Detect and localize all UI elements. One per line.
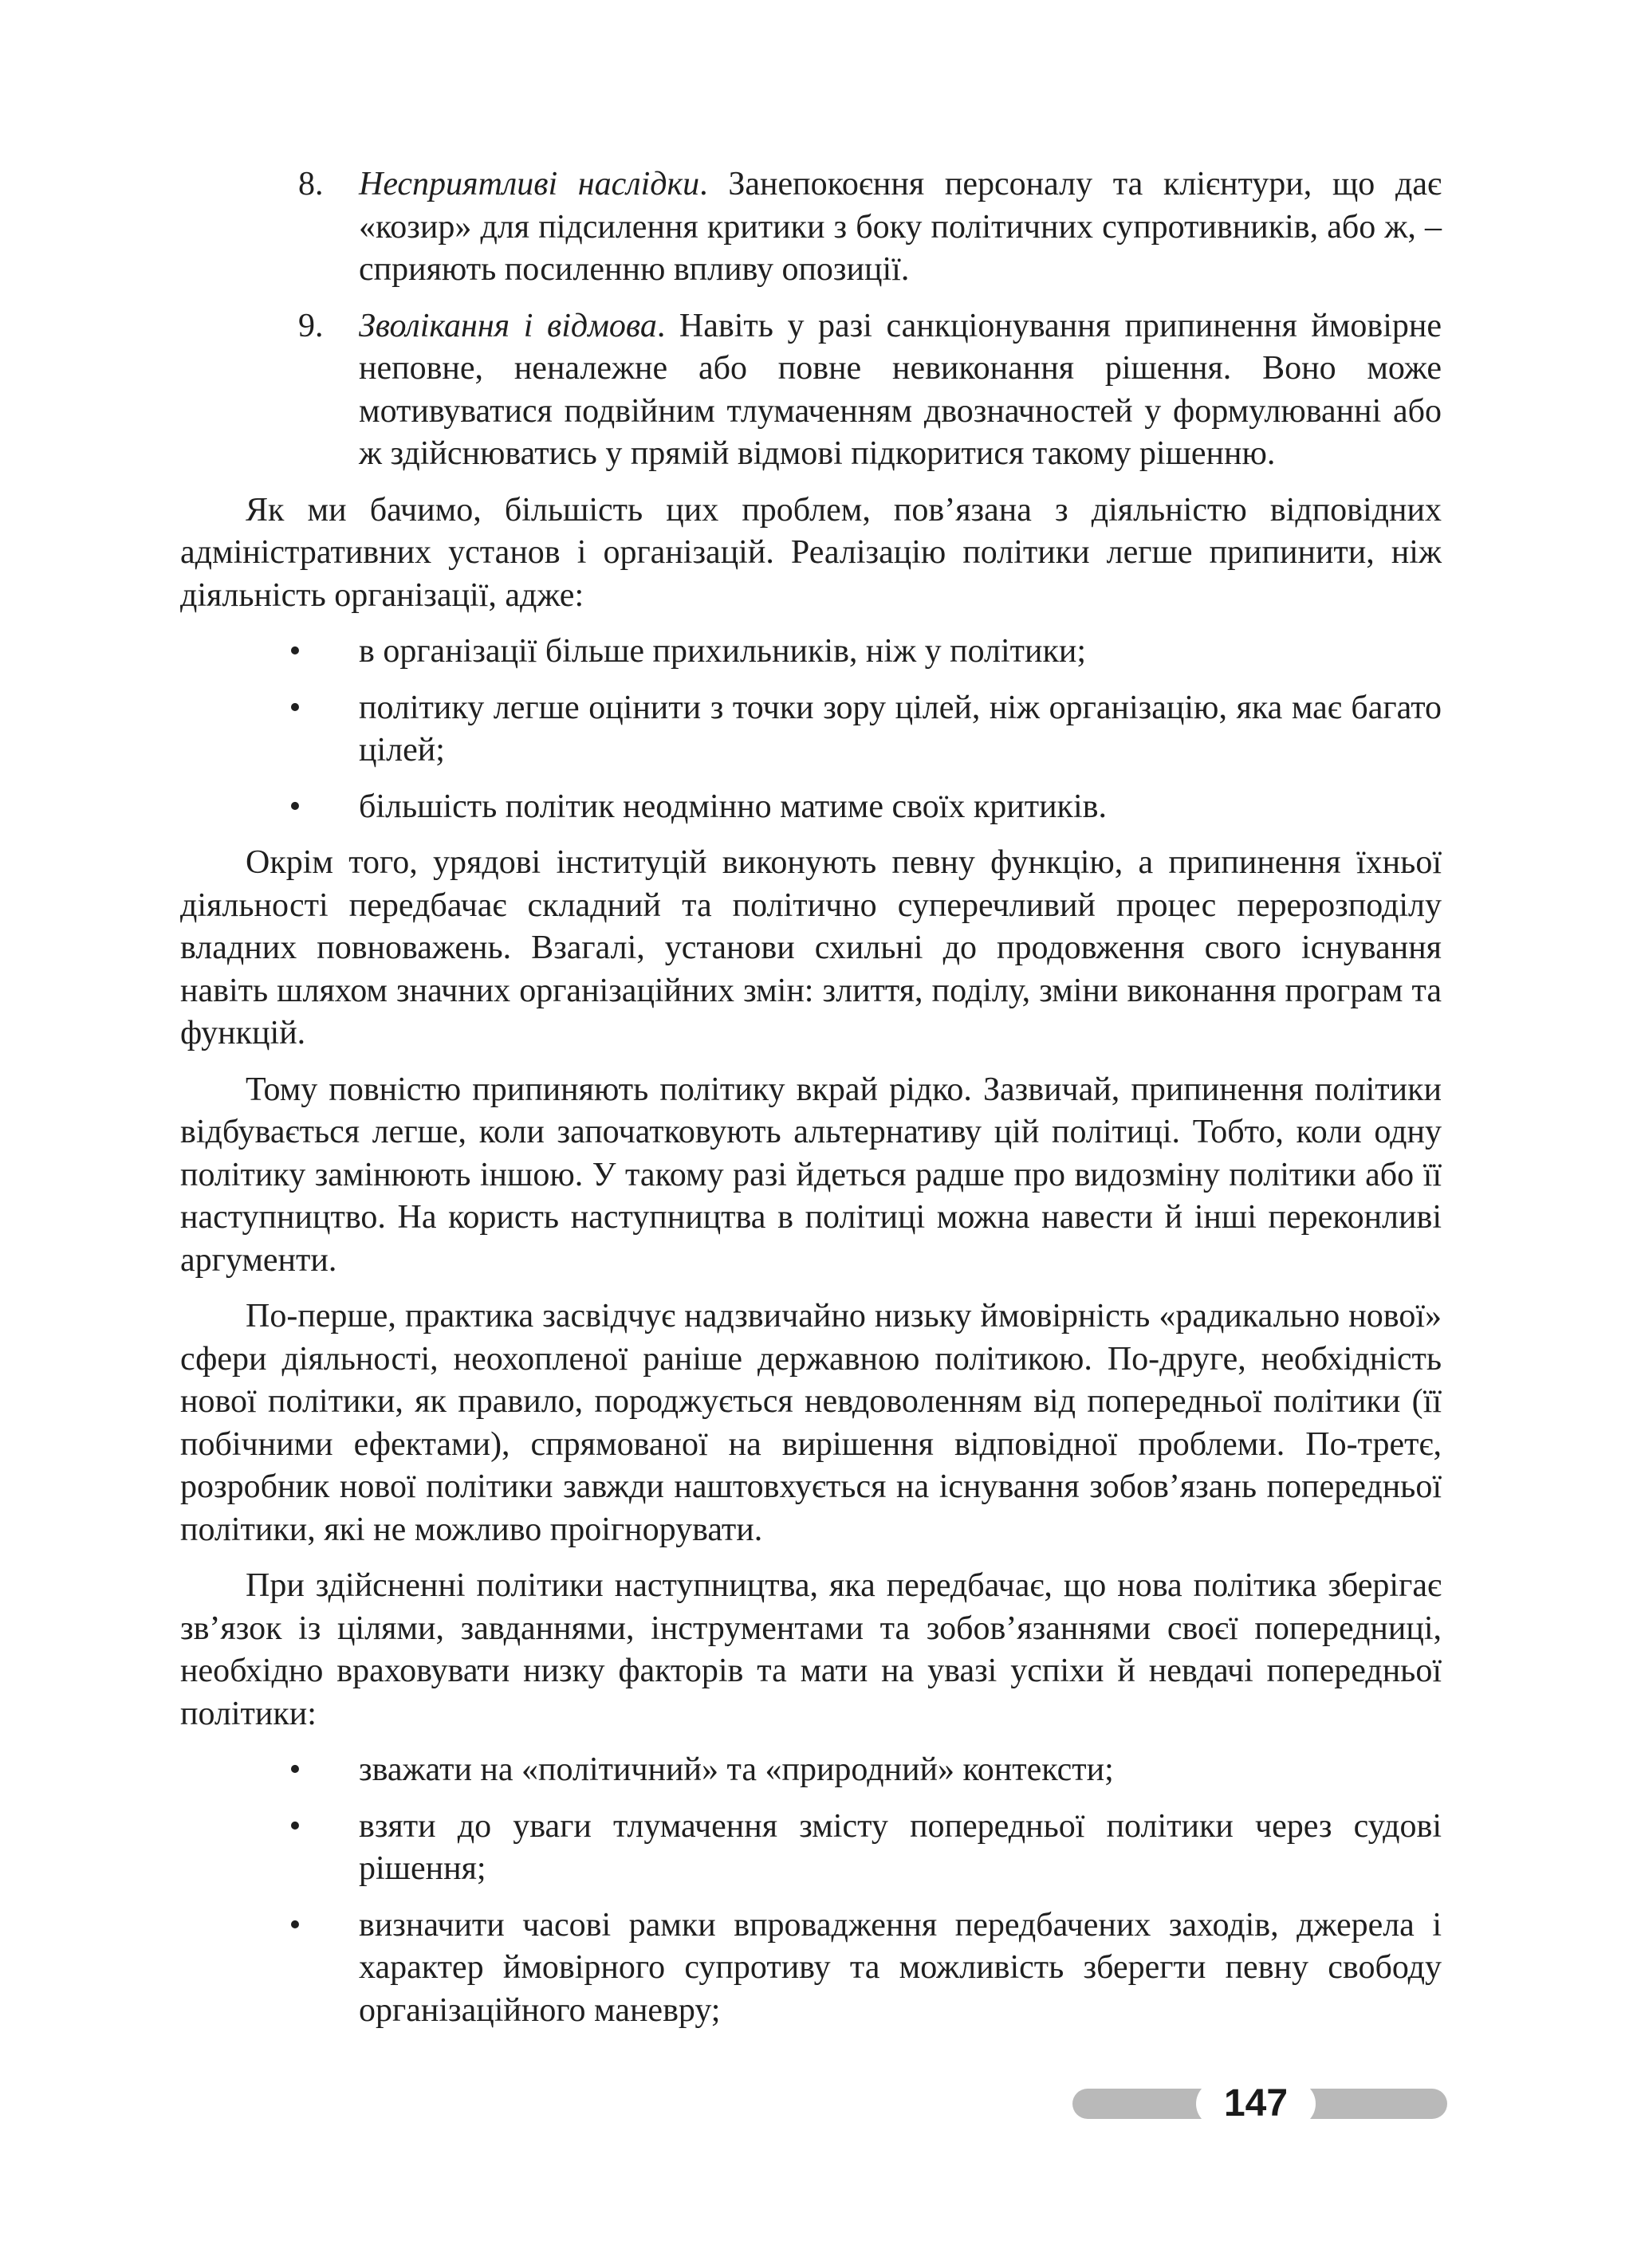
list-item-text: зважати на «політичний» та «природний» контексти; <box>359 1751 1114 1788</box>
paragraph: Окрім того, урядові інституцій виконують певну функцію, а припинення їхньої діяльності передбачає складний та політично суперечливий процес перерозподілу владних повноважень. Взагалі, установи схильні до продовження свого існування навіть шляхом значних організаційних змін: злиття, поділу, зміни виконання програм та функцій. <box>180 844 1442 1051</box>
list-item-text: в організації більше прихильників, ніж у політики; <box>359 633 1087 670</box>
bullet-icon: • <box>289 1906 301 1944</box>
bullet-icon: • <box>289 788 301 825</box>
item-title: Несприятливі наслідки <box>359 166 700 202</box>
item-body: . Занепокоєння персоналу та клієнтури, що дає «козир» для підсилення критики з боку політичних супротивників, або ж, – сприяють посиленню впливу опозиції. <box>359 166 1442 288</box>
numbered-item-9 <box>180 305 1442 476</box>
item-number: 9. <box>298 307 324 344</box>
page-body <box>180 163 1442 2046</box>
item-text <box>330 305 1442 476</box>
bullet-icon: • <box>289 1751 301 1788</box>
item-title: Зволікання і відмова <box>359 307 657 344</box>
list-item <box>180 687 1442 772</box>
item-body: . Навіть у разі санкціонування припинення ймовірне неповне, неналежне або повне невиконання рішення. Воно може мотивуватися подвійним тлумаченням двозначностей у формулюванні або ж здійснюватись у прямій відмові підкоритися такому рішенню. <box>359 307 1442 472</box>
list-item <box>180 631 1442 674</box>
paragraph: При здійсненні політики наступництва, яка передбачає, що нова політика зберігає зв’язок із цілями, завданнями, інструментами та зобов’язаннями своєї попередниці, необхідно враховувати низку факторів та мати на увазі успіхи й невдачі попередньої політики: <box>180 1567 1442 1732</box>
list-item-text: визначити часові рамки впровадження передбачених заходів, джерела і характер ймовірного супротиву та можливість зберегти певну свободу організаційного маневру; <box>359 1906 1442 2029</box>
bullet-icon: • <box>289 633 301 670</box>
page-footer <box>1072 2081 1447 2124</box>
list-item <box>180 1749 1442 1792</box>
list-item-text: взяти до уваги тлумачення змісту попередньої політики через судові рішення; <box>359 1807 1442 1887</box>
list-item <box>180 1904 1442 2033</box>
bullet-icon: • <box>289 689 301 726</box>
page-number: 147 <box>1196 2081 1316 2127</box>
list-item-text: більшість політик неодмінно матиме своїх критиків. <box>359 788 1107 825</box>
list-item <box>180 1806 1442 1891</box>
list-item-text: політику легше оцінити з точки зору цілей, ніж організацію, яка має багато цілей; <box>359 689 1442 768</box>
item-number: 8. <box>298 166 324 202</box>
list-item <box>180 786 1442 829</box>
bullet-icon: • <box>289 1807 301 1845</box>
paragraph: По-перше, практика засвідчує надзвичайно низьку ймовірність «радикально нової» сфери діяльності, неохопленої раніше державною політикою. По-друге, необхідність нової політики, як правило, породжується невдоволенням від попередньої політики (її побічними ефектами), спрямованої на вирішення відповідної проблеми. По-третє, розробник нової політики завжди наштовхується на існування зобов’язань попередньої політики, які не можливо проігнорувати. <box>180 1298 1442 1548</box>
numbered-item-8 <box>180 163 1442 292</box>
paragraph: Тому повністю припиняють політику вкрай рідко. Зазвичай, припинення політики відбувається легше, коли започатковують альтернативу цій політиці. Тобто, коли одну політику замінюють іншою. У такому разі йдеться радше про видозміну політики або її наступництво. На користь наступництва в політиці можна навести й інші переконливі аргументи. <box>180 1071 1442 1279</box>
item-text <box>330 163 1442 292</box>
paragraph: Як ми бачимо, більшість цих проблем, пов’язана з діяльністю відповідних адміністративних установ і організацій. Реалізацію політики легше припинити, ніж діяльність організації, адже: <box>180 491 1442 614</box>
